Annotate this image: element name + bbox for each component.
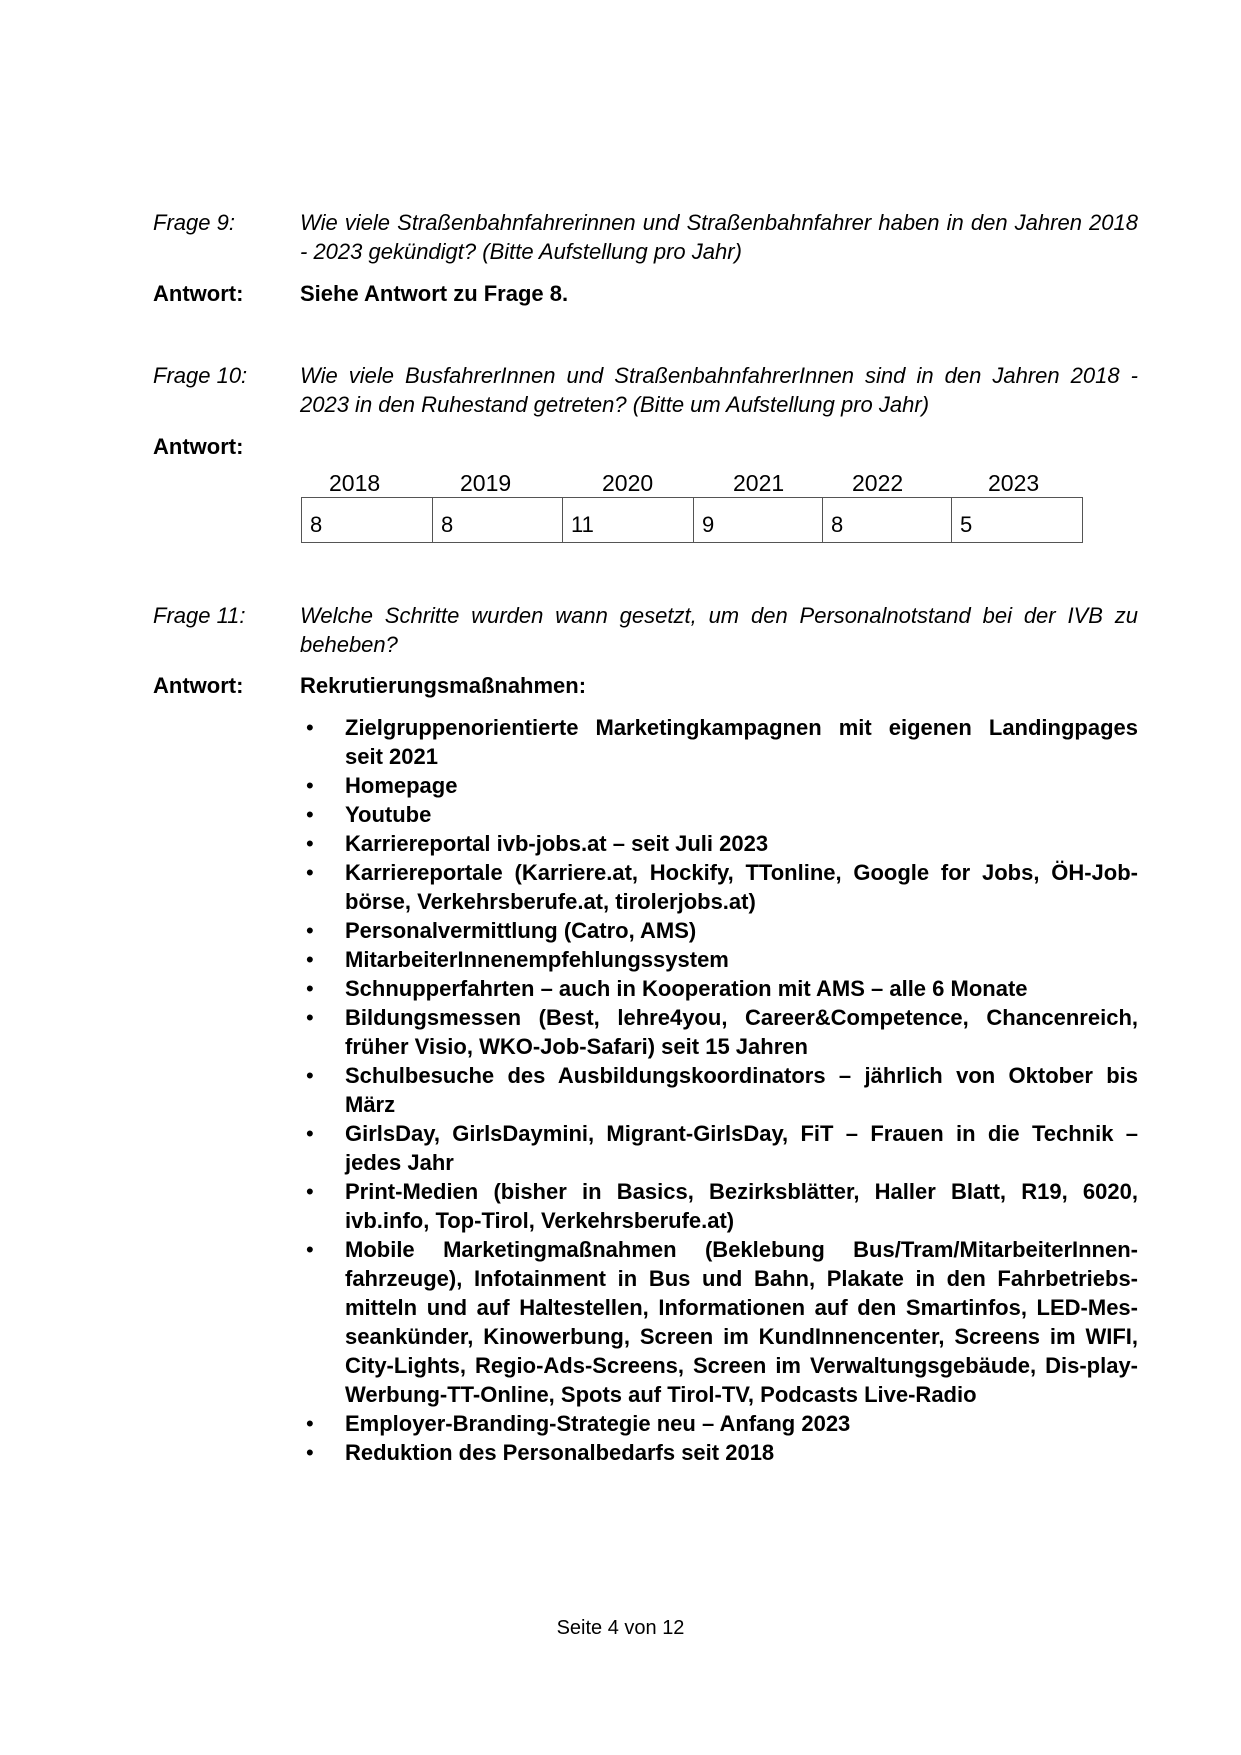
answer-label: Antwort:: [153, 281, 244, 306]
table-year: 2021: [733, 470, 785, 496]
measures-list: [300, 713, 1138, 1467]
list-item: • Karriereportal ivb-jobs.at – seit Juli 2023: [306, 831, 769, 856]
list-item: • Homepage: [306, 773, 458, 798]
question-text: Wie viele Straßenbahnfahrerinnen und Straßenbahnfahrer haben in den Jahren 2018 - 2023 gekündigt? (Bitte Aufstellung pro Jahr): [300, 210, 1138, 264]
list-item: • Zielgruppenorientierte Marketingkampagnen mit eigenen Landingpages seit 2021: [306, 715, 1138, 769]
table-header-row: [305, 470, 1085, 500]
list-item: • Reduktion des Personalbedarfs seit 2018: [306, 1440, 775, 1465]
table-cell: 8: [823, 498, 952, 542]
table-year: 2023: [988, 470, 1040, 496]
table-cell: 8: [302, 498, 433, 542]
retirement-table: [301, 497, 1083, 543]
list-item: • GirlsDay, GirlsDaymini, Migrant-GirlsDay, FiT – Frauen in die Technik – jedes Jahr: [306, 1121, 1138, 1175]
question-label: Frage 9:: [153, 210, 235, 235]
question-text: Wie viele BusfahrerInnen und StraßenbahnfahrerInnen sind in den Jahren 2018 - 2023 in den Ruhestand getreten? (Bitte um Aufstellung pro Jahr): [300, 363, 1138, 417]
list-item: • Schnupperfahrten – auch in Kooperation mit AMS – alle 6 Monate: [306, 976, 1028, 1001]
list-item: • Employer-Branding-Strategie neu – Anfang 2023: [306, 1411, 851, 1436]
list-item: • Karriereportale (Karriere.at, Hockify, TTonline, Google for Jobs, ÖH-Job-börse, Verkehrsberufe.at, tirolerjobs.at): [306, 860, 1138, 914]
list-item: • Schulbesuche des Ausbildungskoordinators – jährlich von Oktober bis März: [306, 1063, 1138, 1117]
table-year: 2022: [852, 470, 904, 496]
answer-text: Siehe Antwort zu Frage 8.: [300, 281, 569, 306]
table-cell: 11: [563, 498, 694, 542]
page-number: Seite 4 von 12: [556, 1617, 685, 1639]
answer-heading: Rekrutierungsmaßnahmen:: [300, 673, 587, 698]
answer-label: Antwort:: [153, 673, 244, 698]
table-year: 2018: [329, 470, 381, 496]
question-label: Frage 10:: [153, 363, 248, 388]
question-text: Welche Schritte wurden wann gesetzt, um den Personalnotstand bei der IVB zu beheben?: [300, 603, 1138, 657]
table-year: 2020: [602, 470, 654, 496]
list-item: • Mobile Marketingmaßnahmen (Beklebung Bus/Tram/MitarbeiterInnen-fahrzeuge), Infotainment in Bus und Bahn, Plakate in den Fahrbetriebs-mitteln und auf Haltestellen, Informationen auf den Smartinfos, LED-Mes-seankünder, Kinowerbung, Screen im KundInnencenter, Screens im WIFI, City-Lights, Regio-Ads-Screens, Screen im Verwaltungsgebäude, Dis-play-Werbung-TT-Online, Spots auf Tirol-TV, Podcasts Live-Radio: [306, 1237, 1138, 1407]
question-label: Frage 11:: [153, 603, 246, 628]
list-item: • Personalvermittlung (Catro, AMS): [306, 918, 697, 943]
list-item: • Print-Medien (bisher in Basics, Bezirksblätter, Haller Blatt, R19, 6020, ivb.info, Top-Tirol, Verkehrsberufe.at): [306, 1179, 1138, 1233]
list-item: • MitarbeiterInnenempfehlungssystem: [306, 947, 729, 972]
table-cell: 8: [433, 498, 563, 542]
list-item: • Bildungsmessen (Best, lehre4you, Career&Competence, Chancenreich, früher Visio, WKO-Job-Safari) seit 15 Jahren: [306, 1005, 1138, 1059]
table-year: 2019: [460, 470, 512, 496]
list-item: • Youtube: [306, 802, 432, 827]
answer-label: Antwort:: [153, 434, 244, 459]
table-cell: 9: [694, 498, 823, 542]
table-cell: 5: [960, 512, 973, 537]
